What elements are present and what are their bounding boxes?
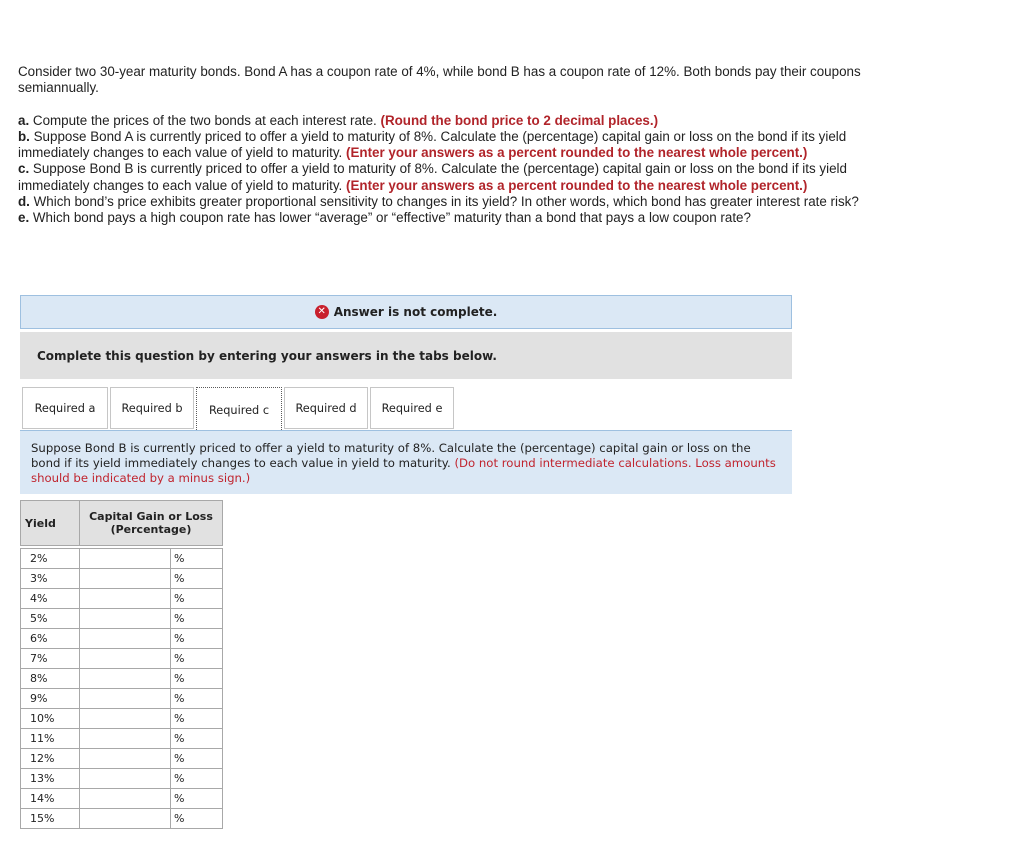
question-intro: Consider two 30-year maturity bonds. Bond A has a coupon rate of 4%, while bond B has a coupon rate of 12%. Both bonds pay their coupons semiannually.: [18, 64, 861, 96]
table-row: [21, 669, 223, 689]
panel-instruction: Suppose Bond B is currently priced to offer a yield to maturity of 8%. Calculate the (percentage) capital gain or loss on the bond if its yield immediately changes to each value in yield to maturity.: [31, 441, 751, 470]
table-row: [21, 729, 223, 749]
table-row: [21, 549, 223, 569]
yield-cell: 4%: [21, 589, 80, 609]
part-e: e. Which bond pays a high coupon rate has lower “average” or “effective” maturity than a bond that pays a low coupon rate?: [18, 210, 751, 226]
gain-input-cell: [80, 769, 171, 789]
gain-input-cell: [80, 609, 171, 629]
percent-unit: %: [171, 729, 223, 749]
gain-input-cell: [80, 709, 171, 729]
tab-required-e[interactable]: Required e: [370, 387, 454, 429]
capital-gain-table: [20, 500, 223, 829]
question-text: [18, 64, 868, 227]
capital-gain-input[interactable]: [80, 549, 170, 568]
table-row: [21, 569, 223, 589]
answer-status-banner: [20, 295, 792, 329]
percent-unit: %: [171, 629, 223, 649]
tabs-instruction-text: Complete this question by entering your answers in the tabs below.: [37, 348, 497, 363]
percent-unit: %: [171, 669, 223, 689]
capital-gain-input[interactable]: [80, 749, 170, 768]
yield-cell: 15%: [21, 809, 80, 829]
part-a: a. Compute the prices of the two bonds at each interest rate. (Round the bond price to 2 decimal places.): [18, 112, 659, 128]
table-row: [21, 789, 223, 809]
answer-status-text: Answer is not complete.: [333, 305, 498, 319]
error-circle-x-icon: ✕: [315, 305, 329, 319]
part-c: c. Suppose Bond B is currently priced to offer a yield to maturity of 8%. Calculate the (percentage) capital gain or loss on the bond if its yield immediately changes to each value of yield to maturity. (Enter your answers as a percent rounded to the nearest whole percent.): [18, 161, 847, 193]
yield-cell: 14%: [21, 789, 80, 809]
capital-gain-input[interactable]: [80, 729, 170, 748]
panel-note: (Do not round intermediate calculations. Loss amounts should be indicated by a minus sign.): [31, 456, 776, 485]
gain-input-cell: [80, 729, 171, 749]
yield-cell: 11%: [21, 729, 80, 749]
tab-panel-required-c: [20, 430, 792, 494]
tabs-instruction: [20, 332, 792, 379]
gain-input-cell: [80, 649, 171, 669]
capital-gain-input[interactable]: [80, 629, 170, 648]
yield-cell: 5%: [21, 609, 80, 629]
gain-column-header: Capital Gain or Loss (Percentage): [80, 501, 223, 546]
table-row: [21, 769, 223, 789]
capital-gain-input[interactable]: [80, 649, 170, 668]
percent-unit: %: [171, 689, 223, 709]
capital-gain-input[interactable]: [80, 709, 170, 728]
capital-gain-input[interactable]: [80, 769, 170, 788]
gain-input-cell: [80, 689, 171, 709]
tab-required-b[interactable]: Required b: [110, 387, 194, 429]
part-b: b. Suppose Bond A is currently priced to offer a yield to maturity of 8%. Calculate the (percentage) capital gain or loss on the bond if its yield immediately changes to each value of yield to maturity. (Enter your answers as a percent rounded to the nearest whole percent.): [18, 128, 847, 161]
table-row: [21, 609, 223, 629]
table-row: [21, 689, 223, 709]
capital-gain-input[interactable]: [80, 669, 170, 688]
table-row: [21, 649, 223, 669]
table-row: [21, 589, 223, 609]
gain-input-cell: [80, 789, 171, 809]
gain-input-cell: [80, 809, 171, 829]
yield-cell: 8%: [21, 669, 80, 689]
gain-input-cell: [80, 569, 171, 589]
percent-unit: %: [171, 549, 223, 569]
percent-unit: %: [171, 649, 223, 669]
percent-unit: %: [171, 749, 223, 769]
table-row: [21, 709, 223, 729]
table-row: [21, 749, 223, 769]
gain-input-cell: [80, 749, 171, 769]
yield-cell: 10%: [21, 709, 80, 729]
percent-unit: %: [171, 809, 223, 829]
capital-gain-input[interactable]: [80, 609, 170, 628]
yield-column-header: Yield: [21, 501, 80, 546]
yield-cell: 12%: [21, 749, 80, 769]
table-body: [21, 546, 223, 829]
tab-required-c[interactable]: Required c: [196, 387, 282, 432]
gain-input-cell: [80, 669, 171, 689]
yield-cell: 3%: [21, 569, 80, 589]
table-row: [21, 809, 223, 829]
percent-unit: %: [171, 609, 223, 629]
yield-cell: 7%: [21, 649, 80, 669]
yield-cell: 2%: [21, 549, 80, 569]
percent-unit: %: [171, 789, 223, 809]
percent-unit: %: [171, 569, 223, 589]
percent-unit: %: [171, 709, 223, 729]
percent-unit: %: [171, 589, 223, 609]
yield-cell: 13%: [21, 769, 80, 789]
capital-gain-input[interactable]: [80, 569, 170, 588]
capital-gain-input[interactable]: [80, 589, 170, 608]
capital-gain-input[interactable]: [80, 689, 170, 708]
yield-cell: 9%: [21, 689, 80, 709]
tab-required-d[interactable]: Required d: [284, 387, 368, 429]
percent-unit: %: [171, 769, 223, 789]
gain-input-cell: [80, 589, 171, 609]
table-row: [21, 629, 223, 649]
yield-cell: 6%: [21, 629, 80, 649]
tab-required-a[interactable]: Required a: [22, 387, 108, 429]
capital-gain-input[interactable]: [80, 809, 170, 828]
gain-input-cell: [80, 629, 171, 649]
capital-gain-input[interactable]: [80, 789, 170, 808]
part-d: d. Which bond’s price exhibits greater proportional sensitivity to changes in its yield? In other words, which bond has greater interest rate risk?: [18, 194, 859, 210]
gain-input-cell: [80, 549, 171, 569]
